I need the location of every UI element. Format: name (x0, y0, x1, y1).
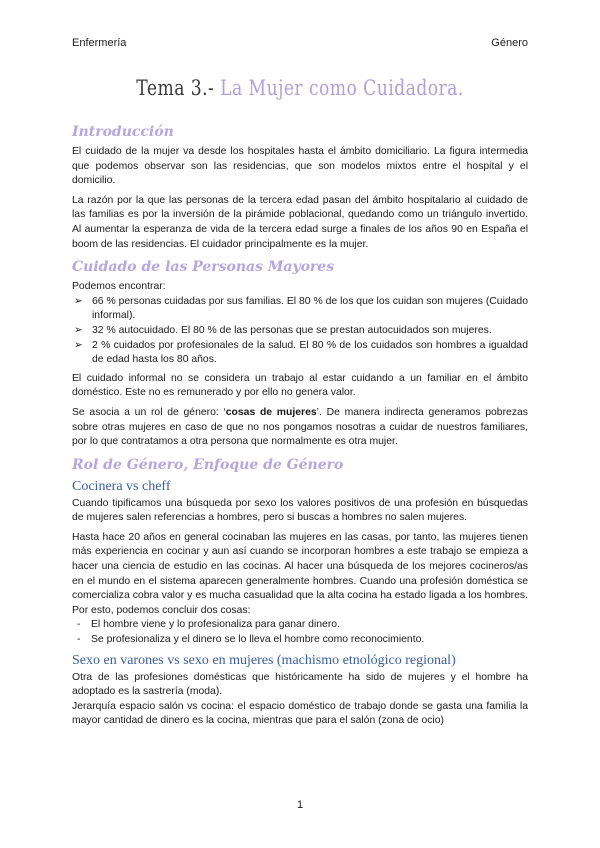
dash-bullet-icon: - (77, 619, 81, 631)
list-item-text: El hombre viene y lo profesionaliza para ganar dinero. (91, 619, 340, 631)
heading-cuidado-mayores: Cuidado de las Personas Mayores (72, 259, 335, 276)
heading-introduccion: Introducción (72, 124, 174, 140)
mayores-bullet-list (72, 295, 528, 368)
subheading-cocinera: Cocinera vs cheff (72, 478, 171, 494)
intro-paragraph-2: La razón por la que las personas de la tercera edad pasan del ámbito hospitalario al cuidado de las familias es por la inversión de la pirámide poblacional, quedando como un triángulo invertido. Al aumentar la esperanza de vida de la tercera edad surge a finales de los años 90 en España el boom de las residencias. El cuidador principalmente es la mujer. (72, 194, 528, 250)
title-text: La Mujer como Cuidadora. (214, 76, 464, 100)
rol-paragraph-3: Otra de las profesiones domésticas que históricamente ha sido de mujeres y el hombre ha adoptado es la sastrería (moda). (72, 671, 528, 698)
page-title (54, 76, 546, 100)
list-item (72, 618, 528, 633)
paragraph-text-after: ’. De manera indirecta generamos pobrezas sobre otras mujeres en caso de que no nos pongamos nosotras a cuidar de nuestros familiares, por lo que contratamos a otra persona que normalmente es otra mujer. (72, 406, 528, 448)
list-item-text: 32 % autocuidado. El 80 % de las personas que se prestan autocuidados son mujeres. (92, 324, 492, 336)
list-item-text: 66 % personas cuidadas por sus familias. El 80 % de los que los cuidan son mujeres (Cuidado informal). (92, 295, 528, 322)
mayores-lead: Podemos encontrar: (72, 281, 166, 293)
list-item (72, 295, 528, 324)
page-number: 1 (296, 799, 304, 811)
mayores-paragraph-1: El cuidado informal no se considera un trabajo al estar cuidando a un familiar en el ámbito doméstico. Este no es remunerado y por ello no genera valor. (72, 372, 528, 399)
dash-bullet-icon: - (77, 634, 81, 646)
dash-list (72, 618, 528, 647)
paragraph-text-before: Se asocia a un rol de género: ‘ (72, 406, 226, 418)
arrow-bullet-icon: ➢ (74, 324, 83, 336)
arrow-bullet-icon: ➢ (74, 295, 83, 307)
rol-paragraph-2: Hasta hace 20 años en general cocinaban las mujeres en las casas, por tanto, las mujeres tienen más experiencia en cocinar y aun así cuando se incorporan hombres a este trabajo se empieza a hacer una ciencia de estudio en las cocinas. Al hacer una búsqueda de los mejores cocineros/as en el mundo en el sistema aparecen generalmente hombres. Cuando una profesión doméstica se comercializa cobra valor y es mucha casualidad que la alta cocina ha estado ligada a los hombres. Por esto, podemos concluir dos cosas: (72, 531, 528, 616)
intro-paragraph-1: El cuidado de la mujer va desde los hospitales hasta el ámbito domiciliario. La figura intermedia que podemos observar son las residencias, que son modelos mixtos entre el hospital y el domicilio. (72, 146, 528, 187)
subheading-sexo: Sexo en varones vs sexo en mujeres (machismo etnológico regional) (72, 652, 456, 668)
header-left: Enfermería (72, 37, 127, 49)
list-item (72, 633, 528, 648)
bold-phrase: cosas de mujeres (225, 406, 317, 418)
rol-paragraph-1: Cuando tipificamos una búsqueda por sexo los valores positivos de una profesión en búsquedas de mujeres salen referencias a hombres, pero si buscas a hombres no salen mujeres. (72, 497, 528, 524)
arrow-bullet-icon: ➢ (74, 339, 83, 351)
heading-rol-genero: Rol de Género, Enfoque de Género (72, 456, 344, 473)
list-item (72, 324, 528, 339)
rol-paragraph-4: Jerarquía espacio salón vs cocina: el espacio doméstico de trabajo donde se gasta una familia la mayor cantidad de dinero es la cocina, mientras que para el salón (zona de ocio) (72, 700, 528, 727)
mayores-paragraph-2 (72, 406, 528, 450)
list-item-text: Se profesionaliza y el dinero se lo lleva el hombre como reconocimiento. (91, 634, 425, 646)
list-item (72, 339, 528, 368)
title-number: Tema 3.- (136, 76, 215, 100)
list-item-text: 2 % cuidados por profesionales de la salud. El 80 % de los cuidados son hombres a igualdad de edad hasta los 80 años. (92, 339, 528, 366)
header-right: Género (491, 37, 528, 49)
document-body (72, 118, 528, 734)
